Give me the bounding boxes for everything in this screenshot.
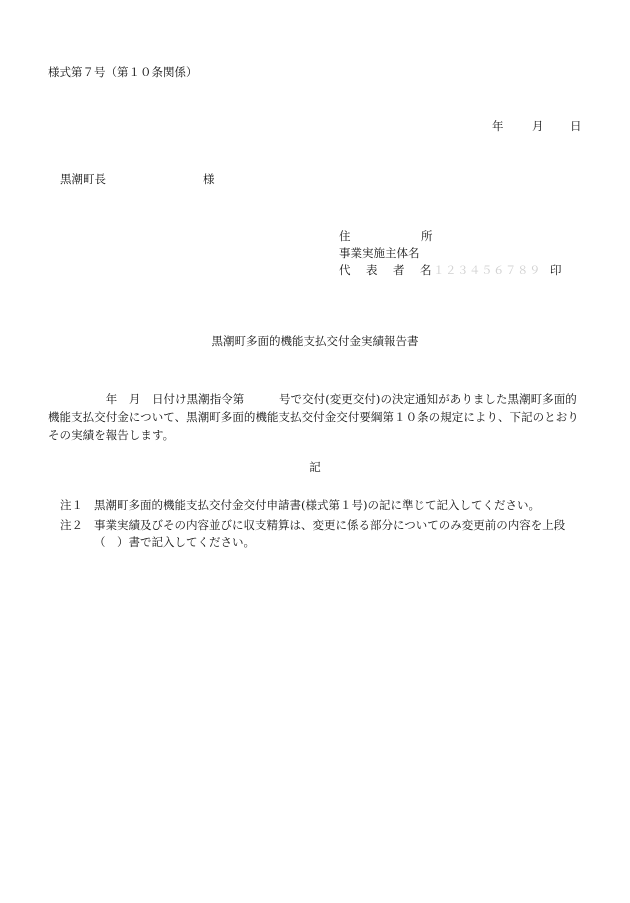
entity-label: 事業実施主体名 bbox=[339, 246, 420, 260]
date-month-label: 月 bbox=[532, 119, 544, 133]
ki-heading: 記 bbox=[309, 460, 321, 474]
addressee-name: 黒潮町長 bbox=[60, 172, 106, 186]
note-2 bbox=[60, 517, 585, 551]
seal-mark: 印 bbox=[550, 263, 562, 277]
rep-label-3: 者 bbox=[393, 263, 405, 277]
form-number: 様式第７号（第１０条関係） bbox=[48, 65, 198, 79]
address-label-2: 所 bbox=[421, 229, 433, 243]
rep-label-4: 名 bbox=[420, 263, 432, 277]
notes bbox=[60, 497, 585, 554]
body-paragraph bbox=[48, 390, 584, 444]
document-title: 黒潮町多面的機能支払交付金実績報告書 bbox=[211, 334, 419, 348]
rep-label-1: 代 bbox=[339, 263, 351, 277]
addressee-honorific: 様 bbox=[203, 172, 215, 186]
note-text: 黒潮町多面的機能支払交付金交付申請書(様式第１号)の記に準じて記入してください。 bbox=[94, 498, 540, 512]
address-label-1: 住 bbox=[339, 229, 351, 243]
body-text: 年 月 日付け黒潮指令第 号で交付(変更交付)の決定通知がありました黒潮町多面的機能支払交付金について、黒潮町多面的機能支払交付金交付要綱第１０条の規定により、下記のとおりその実績を報告します。 bbox=[48, 392, 579, 442]
rep-name-placeholder: １２３４５６７８９ bbox=[433, 263, 541, 277]
date-day-label: 日 bbox=[570, 119, 582, 133]
body-indent bbox=[48, 392, 106, 406]
date-year-label: 年 bbox=[492, 119, 504, 133]
note-text: 事業実績及びその内容並びに収支精算は、変更に係る部分についてのみ変更前の内容を上段（ ）書で記入してください。 bbox=[94, 518, 566, 549]
rep-label-2: 表 bbox=[366, 263, 378, 277]
note-1 bbox=[60, 497, 585, 514]
addressee bbox=[60, 172, 215, 186]
note-label: 注２ bbox=[60, 518, 83, 532]
note-label: 注１ bbox=[60, 498, 83, 512]
